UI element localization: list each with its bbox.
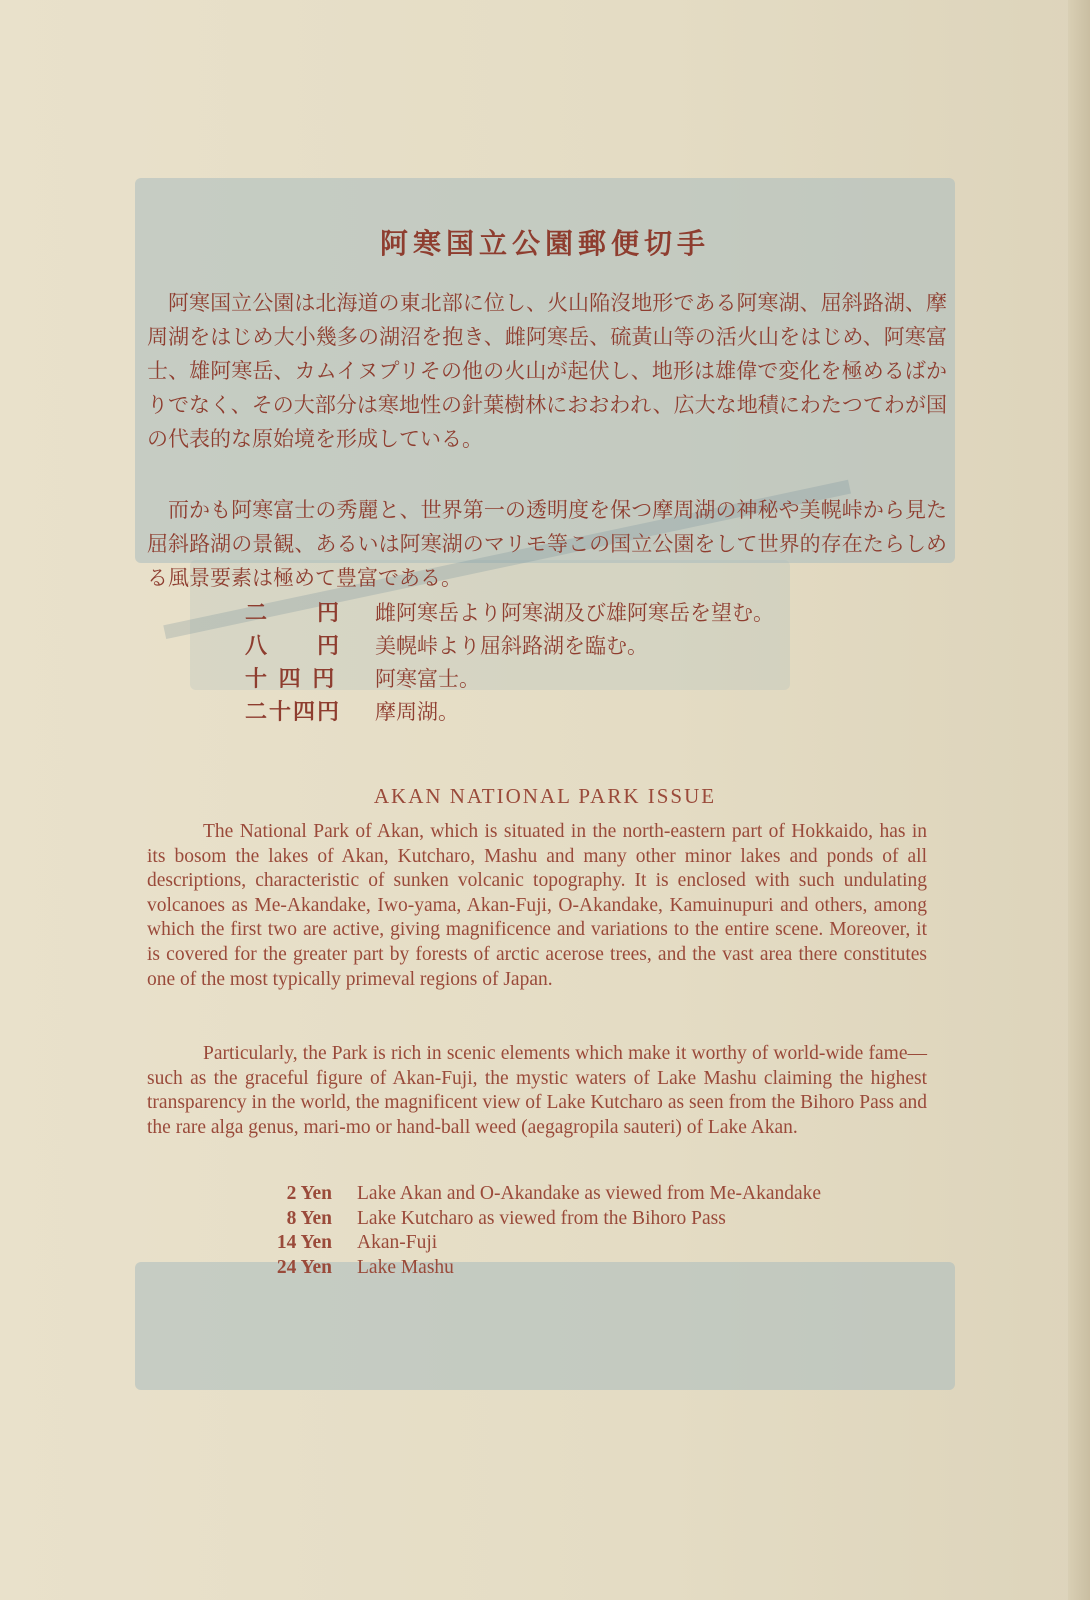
list-item: [240, 1231, 860, 1256]
list-item: [245, 595, 774, 628]
japanese-paragraph-1: 阿寒国立公園は北海道の東北部に位し、火山陥沒地形である阿寒湖、屈斜路湖、摩周湖をはじめ大小幾多の湖沼を抱き、雌阿寒岳、硫黃山等の活火山をはじめ、阿寒富士、雄阿寒岳、カムイヌプリその他の火山が起伏し、地形は雄偉で変化を極めるばかりでなく、その大部分は寒地性の針葉樹林におおわれ、広大な地積にわたつてわが国の代表的な原始境を形成している。: [147, 291, 947, 451]
english-paragraph-2: Particularly, the Park is rich in scenic elements which make it worthy of world-wide fame—such as the graceful figure of Akan-Fuji, the mystic waters of Lake Mashu claiming the highest transparency in the world, the magnificent view of Lake Kutcharo as seen from the Bihoro Pass and the rare alga genus, mari-mo or hand-ball weed (aegagropila sauteri) of Lake Akan.: [147, 1043, 927, 1138]
list-item: [240, 1207, 860, 1232]
japanese-denomination: 二十四円: [245, 699, 342, 725]
list-item: [240, 1256, 860, 1281]
english-denomination: 24 Yen: [276, 1256, 332, 1278]
japanese-values-list: [245, 595, 774, 727]
list-item: [245, 628, 774, 661]
list-item: [240, 1182, 860, 1207]
japanese-denomination: 十 四 円: [245, 666, 337, 692]
japanese-stamp-description: 雌阿寒岳より阿寒湖及び雄阿寒岳を望む。: [375, 600, 774, 625]
english-stamp-description: Lake Mashu: [357, 1256, 454, 1278]
english-stamp-description: Akan-Fuji: [357, 1232, 438, 1254]
stamp-print-bleed-bottom: [135, 1262, 955, 1390]
english-stamp-description: Lake Akan and O-Akandake as viewed from Me-Akandake: [357, 1183, 822, 1204]
japanese-stamp-description: 美幌峠より屈斜路湖を臨む。: [375, 633, 648, 658]
japanese-stamp-description: 摩周湖。: [375, 699, 459, 724]
english-values-list: [240, 1182, 860, 1280]
japanese-paragraph-2: 而かも阿寒富士の秀麗と、世界第一の透明度を保つ摩周湖の神秘や美幌峠から見た屈斜路湖の景観、あるいは阿寒湖のマリモ等この国立公園をして世界的存在たらしめる風景要素は極めて豊富である。: [147, 498, 947, 590]
japanese-denomination: 八 円: [245, 633, 342, 659]
english-denomination: 2 Yen: [286, 1183, 332, 1204]
english-denomination: 8 Yen: [286, 1207, 332, 1229]
english-denomination: 14 Yen: [276, 1232, 332, 1254]
list-item: [245, 661, 774, 694]
english-stamp-description: Lake Kutcharo as viewed from the Bihoro Pass: [357, 1207, 726, 1229]
english-title: AKAN NATIONAL PARK ISSUE: [373, 784, 717, 808]
list-item: [245, 694, 774, 727]
english-paragraph-1: The National Park of Akan, which is situated in the north-eastern part of Hokkaido, has in its bosom the lakes of Akan, Kutcharo, Mashu and many other minor lakes and ponds of all descriptions, characteristic of sunken volcanic topography. It is enclosed with such undulating volcanoes as Me-Akandake, Iwo-yama, Akan-Fuji, O-Akandake, Kamuinupuri and others, among which the first two are active, giving magnificence and variations to the entire scene. Moreover, it is covered for the greater part by forests of arctic acerose trees, and the vast area there constitutes one of the most typically primeval regions of Japan.: [147, 821, 927, 990]
japanese-stamp-description: 阿寒富士。: [375, 666, 480, 691]
japanese-denomination: 二 円: [245, 600, 342, 626]
japanese-title: 阿寒国立公園郵便切手: [379, 227, 710, 260]
